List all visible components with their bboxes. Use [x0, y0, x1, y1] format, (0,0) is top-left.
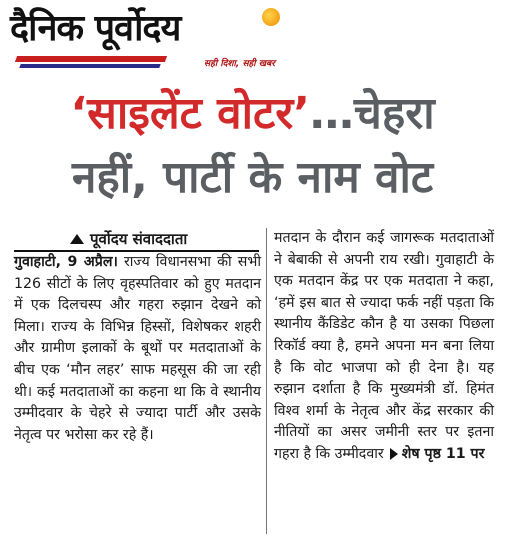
article-paragraph-2	[274, 228, 494, 466]
byline: पूर्वोदय संवाददाता	[90, 230, 188, 248]
headline-quote: ‘साइलेंट वोटर’	[70, 88, 310, 139]
masthead-tagline: सही दिशा, सही खबर	[204, 59, 275, 69]
dateline: गुवाहाटी, 9 अप्रैल।	[14, 254, 118, 270]
headline-line-2: नहीं, पार्टी के नाम वोट	[71, 152, 434, 203]
masthead	[8, 4, 298, 74]
right-column-text: मतदान के दौरान कई जागरूक मतदाताओं ने बेबाकी से अपनी राय रखी। गुवाहाटी के एक मतदान केंद्र पर एक मतदाता ने कहा, ‘हमें इस बात से ज्यादा फर्क नहीं पड़ता कि स्थानीय कैंडिडेट कौन है या उसका पिछला रिकॉर्ड क्या है, हमने अपना मन बना लिया है कि वोट भाजपा को ही देना है। यह रुझान दर्शाता है कि मुख्यमंत्री डॉ. हिमंत विश्व शर्मा के नेतृत्व और केंद्र सरकार की नीतियों का असर जमीनी स्तर पर इतना गहरा है कि उम्मीदवार	[274, 230, 494, 462]
article-column-right	[274, 228, 494, 466]
masthead-red-stripe	[15, 56, 167, 62]
newspaper-title: दैनिक पूर्वोदय	[10, 8, 181, 49]
byline-row	[14, 228, 259, 250]
article-headline	[0, 82, 505, 210]
column-divider	[266, 228, 267, 534]
masthead-blue-stripe	[19, 64, 160, 68]
byline-triangle-icon	[70, 234, 84, 244]
article-column-left	[14, 252, 261, 446]
article-paragraph-1	[14, 252, 261, 446]
headline-continuation: …चेहरा	[309, 88, 435, 139]
continued-arrow-icon	[390, 448, 398, 460]
continued-on-page: शेष पृष्ठ 11 पर	[401, 445, 485, 462]
headline-line-1	[0, 82, 505, 146]
sun-logo-icon	[262, 8, 280, 26]
left-column-text: राज्य विधानसभा की सभी 126 सीटों के लिए वृहस्पतिवार को हुए मतदान में एक दिलचस्प और गहरा रुझान देखने को मिला। राज्य के विभिन्न हिस्सों, विशेषकर शहरी और ग्रामीण इलाकों के बूथों पर मतदाताओं के बीच एक ‘मौन लहर’ साफ महसूस की जा रही थी। कई मतदाताओं का कहना था कि वे स्थानीय उम्मीदवार के चेहरे से ज्यादा पार्टी और उसके नेतृत्व पर भरोसा कर रहे हैं।	[14, 254, 261, 443]
